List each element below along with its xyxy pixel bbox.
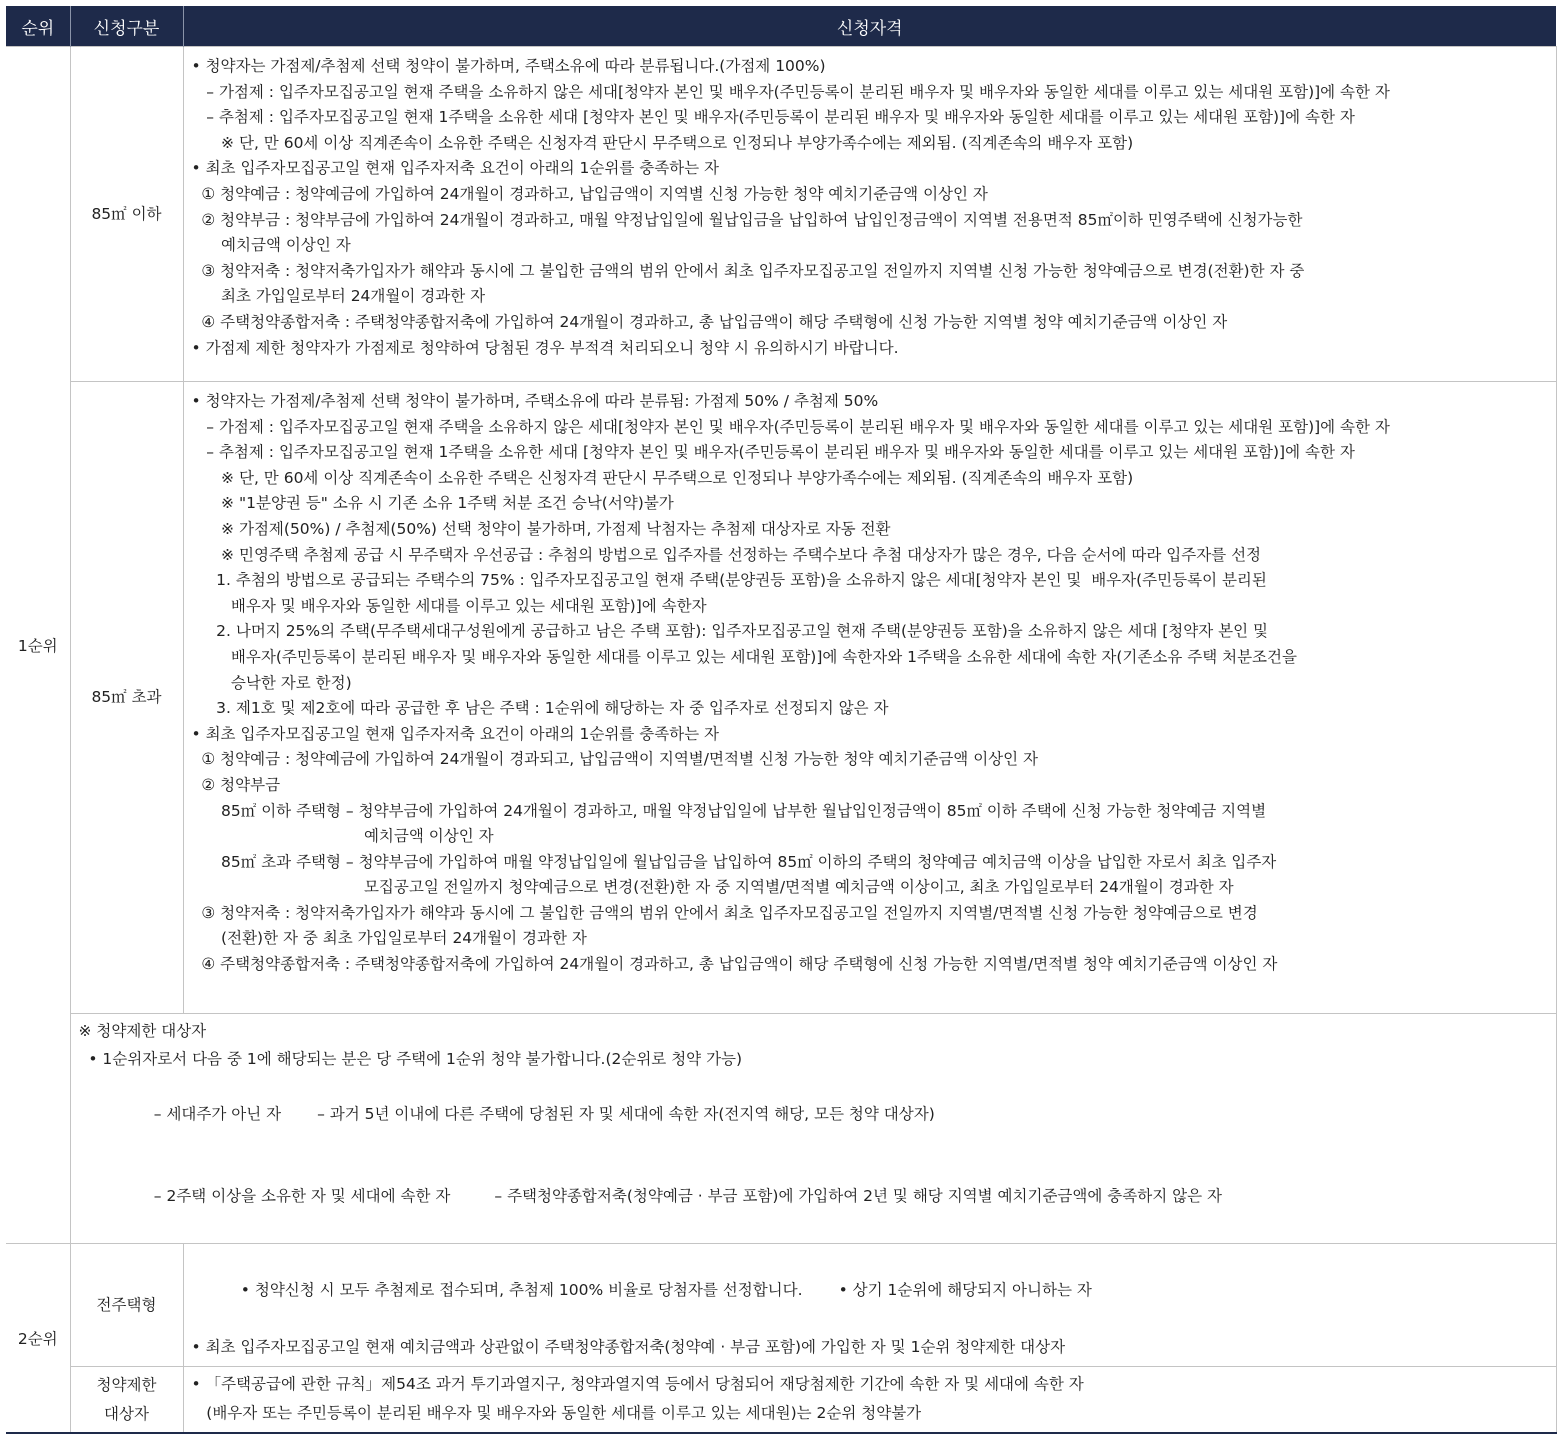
rank2-all-line2: • 최초 입주자모집공고일 현재 예치금액과 상관없이 주택청약종합저축(청약예 · 부금 포함)에 가입한 자 및 1순위 청약제한 대상자 [191, 1337, 1066, 1356]
over85-line: ② 청약부금 [191, 775, 281, 794]
over85-line: 85㎡ 초과 주택형 – 청약부금에 가입하여 매월 약정납입일에 월납입금을 납입하여 85㎡ 이하의 주택의 청약예금 예치금액 이상을 납입한 자로서 최초 입주자 [191, 852, 1277, 871]
over85-line: ① 청약예금 : 청약예금에 가입하여 24개월이 경과되고, 납입금액이 지역별/면적별 신청 가능한 청약 예치기준금액 이상인 자 [191, 750, 1039, 769]
over85-line: ※ "1분양권 등" 소유 시 기존 소유 1주택 처분 조건 승낙(서약)불가 [191, 494, 674, 513]
rank1-under85-row [6, 47, 1556, 382]
header-qualification: 신청자격 [183, 6, 1556, 47]
category-all-types: 전주택형 [70, 1244, 183, 1367]
rank2-restricted-content [183, 1367, 1556, 1434]
restriction-item-c: – 2주택 이상을 소유한 자 및 세대에 속한 자 [153, 1187, 451, 1205]
over85-line: (전환)한 자 중 최초 가입일로부터 24개월이 경과한 자 [191, 929, 587, 948]
over85-line: ③ 청약저축 : 청약저축가입자가 해약과 동시에 그 불입한 금액의 범위 안에서 최초 입주자모집공고일 전일까지 지역별/면적별 신청 가능한 청약예금으로 변경 [191, 903, 1258, 922]
rank1-over85-row [6, 382, 1556, 1014]
restriction-item-a: – 세대주가 아닌 자 [153, 1104, 282, 1123]
rank2-all-line1b: • 상기 1순위에 해당되지 아니하는 자 [838, 1280, 1092, 1299]
rank2-all-line1a: • 청약신청 시 모두 추첨제로 접수되며, 추첨제 100% 비율로 당첨자를 선정합니다. [240, 1280, 803, 1299]
restriction-line2 [79, 1073, 1556, 1156]
over85-line: ※ 민영주택 추첨제 공급 시 무주택자 우선공급 : 추첨의 방법으로 입주자를 선정하는 주택수보다 추첨 대상자가 많은 경우, 다음 순서에 따라 입주자를 선정 [191, 545, 1262, 564]
under85-line: 예치금액 이상인 자 [191, 236, 351, 255]
rank2-all-line1 [192, 1247, 1556, 1333]
header-rank: 순위 [6, 6, 70, 47]
rank2-cell: 2순위 [6, 1244, 70, 1434]
rank1-restriction-row [6, 1014, 1556, 1244]
table-header-row [6, 6, 1556, 47]
under85-line: • 가점제 제한 청약자가 가점제로 청약하여 당첨된 경우 부적격 처리되오니 청약 시 유의하시기 바랍니다. [191, 338, 899, 357]
restriction-title: ※ 청약제한 대상자 [78, 1022, 207, 1040]
under85-line: 최초 가입일로부터 24개월이 경과한 자 [191, 287, 486, 306]
rank2-restricted-row [6, 1367, 1556, 1434]
category-restricted-line2: 대상자 [104, 1404, 149, 1423]
rank2-restricted-line2: (배우자 또는 주민등록이 분리된 배우자 및 배우자와 동일한 세대를 이루고 있는 세대원)는 2순위 청약불가 [191, 1403, 922, 1422]
subscription-qualification-table [6, 6, 1557, 1434]
over85-line: ※ 단, 만 60세 이상 직계존속이 소유한 주택은 신청자격 판단시 무주택으로 인정되나 부양가족수에는 제외됨. (직계존속의 배우자 포함) [191, 468, 1134, 487]
under85-line: • 청약자는 가점제/추첨제 선택 청약이 불가하며, 주택소유에 따라 분류됩니다.(가점제 100%) [191, 57, 826, 75]
header-category: 신청구분 [70, 6, 183, 47]
over85-line: ④ 주택청약종합저축 : 주택청약종합저축에 가입하여 24개월이 경과하고, 총 납입금액이 해당 주택형에 신청 가능한 지역별/면적별 청약 예치기준금액 이상인 자 [191, 955, 1278, 974]
category-over85: 85㎡ 초과 [70, 382, 183, 1014]
rank2-restricted-line1: • 「주택공급에 관한 규칙」제54조 과거 투기과열지구, 청약과열지역 등에서 당첨되어 재당첨제한 기간에 속한 자 및 세대에 속한 자 [191, 1375, 1084, 1393]
under85-lines [192, 54, 1556, 361]
over85-line: 모집공고일 전일까지 청약예금으로 변경(전환)한 자 중 지역별/면적별 예치금액 이상이고, 최초 가입일로부터 24개월이 경과한 자 [191, 878, 1234, 897]
category-under85: 85㎡ 이하 [70, 47, 183, 382]
category-restricted [70, 1367, 183, 1434]
under85-line: ③ 청약저축 : 청약저축가입자가 해약과 동시에 그 불입한 금액의 범위 안에서 최초 입주자모집공고일 전일까지 지역별 신청 가능한 청약예금으로 변경(전환)한 자 중 [191, 261, 1305, 280]
over85-line: 85㎡ 이하 주택형 – 청약부금에 가입하여 24개월이 경과하고, 매월 약정납입일에 납부한 월납입인정금액이 85㎡ 이하 주택에 신청 가능한 청약예금 지역별 [191, 801, 1267, 820]
over85-lines [192, 389, 1556, 978]
over85-line: 배우자 및 배우자와 동일한 세대를 이루고 있는 세대원 포함)]에 속한자 [191, 596, 707, 615]
over85-line: 3. 제1호 및 제2호에 따라 공급한 후 남은 주택 : 1순위에 해당하는 자 중 입주자로 선정되지 않은 자 [191, 699, 889, 718]
over85-line: 2. 나머지 25%의 주택(무주택세대구성원에게 공급하고 남은 주택 포함): 입주자모집공고일 현재 주택(분양권등 포함)을 소유하지 않은 세대 [청약자 본인 및 [191, 622, 1269, 641]
restriction-item-d: – 주택청약종합저축(청약예금 · 부금 포함)에 가입하여 2년 및 해당 지역별 예치기준금액에 충족하지 않은 자 [494, 1187, 1222, 1205]
under85-line: • 최초 입주자모집공고일 현재 입주자저축 요건이 아래의 1순위를 충족하는 자 [191, 159, 720, 178]
over85-line: ※ 가점제(50%) / 추첨제(50%) 선택 청약이 불가하며, 가점제 낙첨자는 추첨제 대상자로 자동 전환 [191, 519, 891, 538]
under85-line: ※ 단, 만 60세 이상 직계존속이 소유한 주택은 신청자격 판단시 무주택으로 인정되나 부양가족수에는 제외됨. (직계존속의 배우자 포함) [191, 133, 1134, 152]
under85-line: ② 청약부금 : 청약부금에 가입하여 24개월이 경과하고, 매월 약정납입일에 월납입금을 납입하여 납입인정금액이 지역별 전용면적 85㎡이하 민영주택에 신청가능한 [191, 210, 1303, 229]
over85-line: – 가점제 : 입주자모집공고일 현재 주택을 소유하지 않은 세대[청약자 본인 및 배우자(주민등록이 분리된 배우자 및 배우자와 동일한 세대를 이루고 있는 세대원 포함)]에 속한 자 [191, 417, 1390, 436]
under85-line: ④ 주택청약종합저축 : 주택청약종합저축에 가입하여 24개월이 경과하고, 총 납입금액이 해당 주택형에 신청 가능한 지역별 청약 예치기준금액 이상인 자 [191, 312, 1228, 331]
restriction-line3 [79, 1156, 1556, 1239]
under85-line: – 추첨제 : 입주자모집공고일 현재 1주택을 소유한 세대 [청약자 본인 및 배우자(주민등록이 분리된 배우자 및 배우자와 동일한 세대를 이루고 있는 세대원 포함)]에 속한 자 [191, 108, 1355, 127]
over85-line: 예치금액 이상인 자 [191, 827, 494, 846]
rank1-cell: 1순위 [6, 47, 70, 1244]
over85-line: – 추첨제 : 입주자모집공고일 현재 1주택을 소유한 세대 [청약자 본인 및 배우자(주민등록이 분리된 배우자 및 배우자와 동일한 세대를 이루고 있는 세대원 포함)]에 속한 자 [191, 443, 1355, 462]
over85-line: • 최초 입주자모집공고일 현재 입주자저축 요건이 아래의 1순위를 충족하는 자 [191, 724, 720, 743]
rank2-all-row [6, 1244, 1556, 1367]
over85-line: 배우자(주민등록이 분리된 배우자 및 배우자와 동일한 세대를 이루고 있는 세대원 포함)]에 속한자와 1주택을 소유한 세대에 속한 자(기존소유 주택 처분조건을 [191, 647, 1297, 666]
over85-content [183, 382, 1556, 1014]
over85-line: 승낙한 자로 한정) [191, 673, 352, 692]
category-restricted-line1: 청약제한 [96, 1375, 157, 1394]
rank2-all-content [183, 1244, 1556, 1367]
under85-line: – 가점제 : 입주자모집공고일 현재 주택을 소유하지 않은 세대[청약자 본인 및 배우자(주민등록이 분리된 배우자 및 배우자와 동일한 세대를 이루고 있는 세대원 포함)]에 속한 자 [191, 82, 1390, 101]
under85-line: ① 청약예금 : 청약예금에 가입하여 24개월이 경과하고, 납입금액이 지역별 신청 가능한 청약 예치기준금액 이상인 자 [191, 184, 988, 203]
over85-line: • 청약자는 가점제/추첨제 선택 청약이 불가하며, 주택소유에 따라 분류됨: 가점제 50% / 추첨제 50% [191, 392, 879, 410]
under85-content [183, 47, 1556, 382]
restriction-content [70, 1014, 1556, 1244]
restriction-line1: • 1순위자로서 다음 중 1에 해당되는 분은 당 주택에 1순위 청약 불가합니다.(2순위로 청약 가능) [78, 1049, 743, 1068]
over85-line: 1. 추첨의 방법으로 공급되는 주택수의 75% : 입주자모집공고일 현재 주택(분양권등 포함)을 소유하지 않은 세대[청약자 본인 및 배우자(주민등록이 분리된 [191, 571, 1267, 590]
restriction-item-b: – 과거 5년 이내에 다른 주택에 당첨된 자 및 세대에 속한 자(전지역 해당, 모든 청약 대상자) [317, 1104, 935, 1123]
